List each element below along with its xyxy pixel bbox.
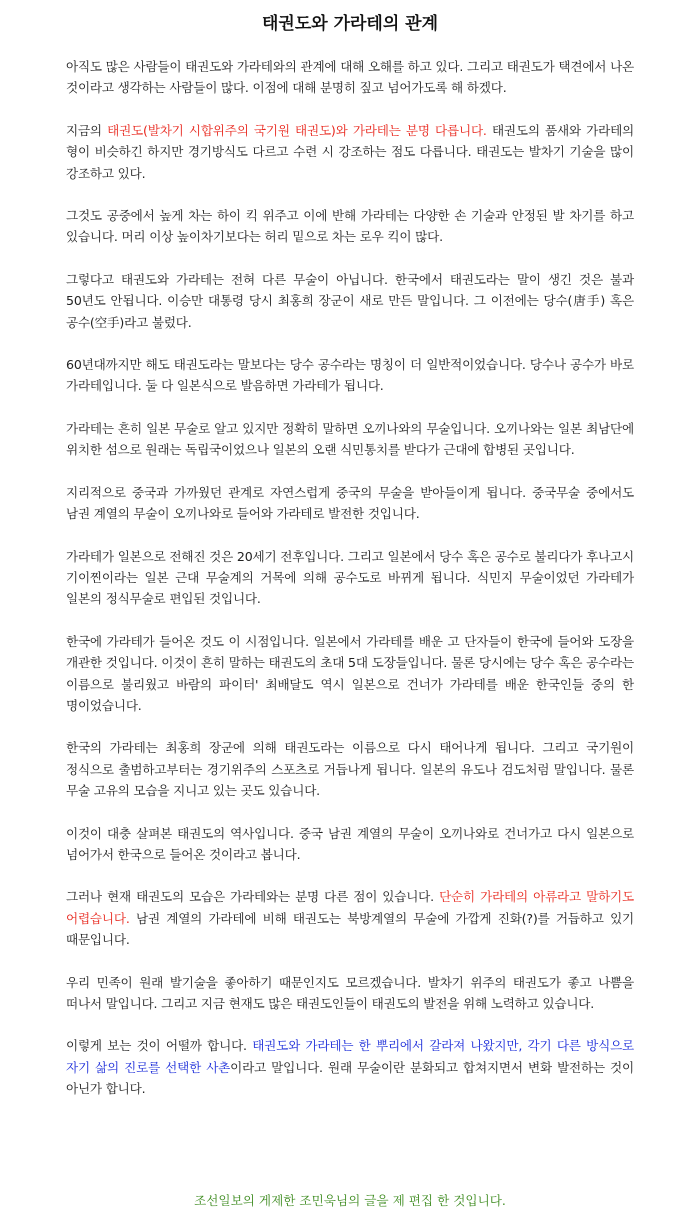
paragraph-text: 가라테가 일본으로 전해진 것은 20세기 전후입니다. 그리고 일본에서 당수 혹은 공수로 불리다가 후나고시 기이찐이라는 일본 근대 무술계의 거목에 의해 공수도로 바뀌게 됩니다. 식민지 무술이었던 가라테가 일본의 정식무술로 편입된 것입니다. xyxy=(66,548,634,607)
paragraph xyxy=(66,631,634,717)
paragraph-text: 지금의 xyxy=(66,122,108,138)
paragraph-text: 한국의 가라테는 최홍희 장군에 의해 태권도라는 이름으로 다시 태어나게 됩니다. 그리고 국기원이 정식으로 출범하고부터는 경기위주의 스포츠로 거듭나게 됩니다. 일본의 유도나 검도처럼 말입니다. 물론 무술 고유의 모습을 지니고 있는 곳도 있습니다. xyxy=(66,740,634,799)
page-title: 태권도와 가라테의 관계 xyxy=(261,14,439,34)
paragraph xyxy=(66,120,634,184)
highlighted-text: 단순히 가라테의 아류라고 말하기도 어렵습니다. xyxy=(66,889,634,926)
paragraph-text: 지리적으로 중국과 가까웠던 관계로 자연스럽게 중국의 무술을 받아들이게 됩니다. 중국무술 중에서도 남권 계열의 무술이 오끼나와로 들어와 가라테로 발전한 것입니다. xyxy=(66,484,634,522)
paragraph xyxy=(66,269,634,333)
source-note: 조선일보의 게제한 조민욱님의 글을 제 편집 한 것입니다. xyxy=(194,1193,506,1208)
paragraph xyxy=(66,546,634,610)
paragraph xyxy=(66,737,634,801)
paragraph-text: 이것이 대충 살펴본 태권도의 역사입니다. 중국 남권 계열의 무술이 오끼나와로 건너가고 다시 일본으로 넘어가서 한국으로 들어온 것이라고 봅니다. xyxy=(66,825,634,862)
article-body xyxy=(66,56,634,1121)
paragraph xyxy=(66,972,634,1015)
paragraph-text: 60년대까지만 해도 태권도라는 말보다는 당수 공수라는 명칭이 더 일반적이었습니다. 당수나 공수가 바로 가라테입니다. 둘 다 일본식으로 발음하면 가라테가 됩니다. xyxy=(66,357,634,394)
paragraph-text: 아직도 많은 사람들이 태권도와 가라테와의 관계에 대해 오해를 하고 있다. 그리고 태권도가 택견에서 나온 것이라고 생각하는 사람들이 많다. 이점에 대해 분명히 짚고 넘어가도록 해 하겠다. xyxy=(66,59,634,96)
paragraph xyxy=(66,482,634,525)
paragraph xyxy=(66,205,634,248)
paragraph-text: 이라고 말입니다. 원래 무술이란 분화되고 합쳐지면서 변화 발전하는 것이 아닌가 합니다. xyxy=(66,1059,634,1097)
paragraph xyxy=(66,1035,634,1099)
paragraph-text: 태권도의 품새와 가라테의 형이 비슷하긴 하지만 경기방식도 다르고 수련 시 강조하는 점도 다릅니다. 태권도는 발차기 기술을 많이 강조하고 있다. xyxy=(66,122,635,181)
paragraph-text: 우리 민족이 원래 발기술을 좋아하기 때문인지도 모르겠습니다. 발차기 위주의 태권도가 좋고 나쁨을 떠나서 말입니다. 그리고 지금 현재도 많은 태권도인들이 태권도의 발전을 위해 노력하고 있습니다. xyxy=(66,974,634,1011)
highlighted-text: 태권도와 가라테는 한 뿌리에서 갈라져 나왔지만, 각기 다른 방식으로 자기 삶의 진로를 선택한 사촌 xyxy=(66,1038,634,1075)
paragraph xyxy=(66,354,634,397)
paragraph xyxy=(66,56,634,99)
paragraph-text: 이렇게 보는 것이 어떨까 합니다. xyxy=(66,1038,253,1054)
paragraph-text: 그렇다고 태권도와 가라테는 전혀 다른 무술이 아닙니다. 한국에서 태권도라는 말이 생긴 것은 불과 50년도 안됩니다. 이승만 대통령 당시 최홍희 장군이 새로 만든 말입니다. 그 이전에는 당수(唐手) 혹은 공수(空手)라고 불렀다. xyxy=(66,271,634,330)
paragraph-text: 가라테는 흔히 일본 무술로 알고 있지만 정확히 말하면 오끼나와의 무술입니다. 오끼나와는 일본 최남단에 위치한 섬으로 원래는 독립국이었으나 일본의 오랜 식민통치를 받다가 근대에 합병된 곳입니다. xyxy=(66,420,634,458)
paragraph xyxy=(66,418,634,461)
paragraph-text: 그것도 공중에서 높게 차는 하이 킥 위주고 이에 반해 가라테는 다양한 손 기술과 안정된 발 차기를 하고 있습니다. 머리 이상 높이차기보다는 허리 밑으로 차는 로우 킥이 많다. xyxy=(66,208,634,245)
highlighted-text: 태권도(발차기 시합위주의 국기원 태권도)와 가라테는 분명 다릅니다. xyxy=(107,122,487,138)
paragraph-text: 한국에 가라테가 들어온 것도 이 시점입니다. 일본에서 가라테를 배운 고 단자들이 한국에 들어와 도장을 개관한 것입니다. 이것이 흔히 말하는 태권도의 초대 5대 도장들입니다. 물론 당시에는 당수 혹은 공수라는 이름으로 불리웠고 바람의 파이터' 최배달도 역시 일본으로 건너가 가라테를 배운 한국인들 중의 한 명이었습니다. xyxy=(66,633,634,713)
paragraph xyxy=(66,823,634,866)
paragraph-text: 그러나 현재 태권도의 모습은 가라테와는 분명 다른 점이 있습니다. xyxy=(66,889,440,905)
paragraph-text: 남권 계열의 가라테에 비해 태권도는 북방계열의 무술에 가깝게 진화(?)를 거듭하고 있기 때문입니다. xyxy=(66,910,634,948)
paragraph xyxy=(66,886,634,950)
